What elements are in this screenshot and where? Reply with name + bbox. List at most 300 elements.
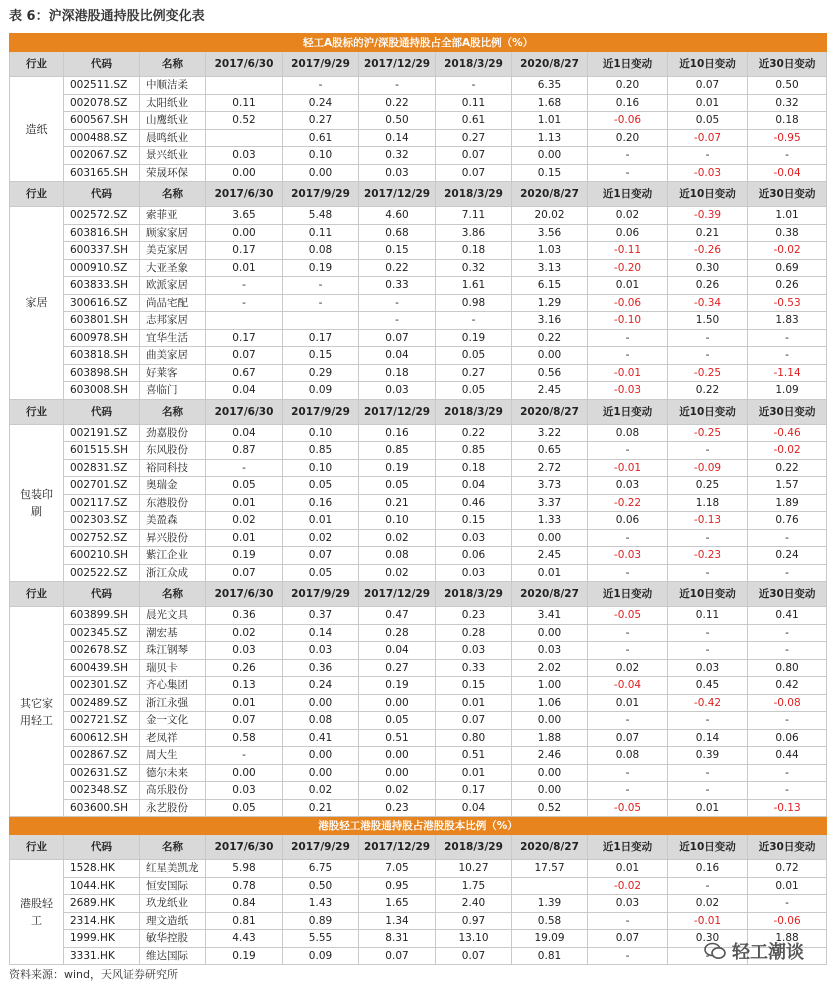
ratio-cell: 0.00 xyxy=(359,694,436,712)
stock-name-cell: 美克家居 xyxy=(140,242,206,260)
ratio-cell: 3.16 xyxy=(512,312,588,330)
ratio-cell: 0.29 xyxy=(283,364,359,382)
ratio-cell: 0.03 xyxy=(436,564,512,582)
ratio-cell: 0.11 xyxy=(206,94,283,112)
change-cell: -0.11 xyxy=(588,242,668,260)
section-banner-row xyxy=(10,34,827,52)
change-cell: 0.06 xyxy=(588,512,668,530)
change-cell: - xyxy=(748,329,827,347)
ratio-cell: 0.27 xyxy=(436,364,512,382)
change-cell: 0.02 xyxy=(588,207,668,225)
column-header: 2018/3/29 xyxy=(436,52,512,77)
ratio-cell: - xyxy=(206,294,283,312)
ratio-cell: 0.00 xyxy=(206,224,283,242)
ratio-cell: 0.00 xyxy=(512,712,588,730)
change-cell: -0.10 xyxy=(588,312,668,330)
ratio-cell: 6.75 xyxy=(283,860,359,878)
column-header: 2017/6/30 xyxy=(206,582,283,607)
ratio-cell: 0.19 xyxy=(283,259,359,277)
stock-code-cell: 002631.SZ xyxy=(64,764,140,782)
change-cell: 0.02 xyxy=(588,659,668,677)
ratio-cell: 0.01 xyxy=(283,512,359,530)
stock-name-cell: 顾家家居 xyxy=(140,224,206,242)
column-header: 2018/3/29 xyxy=(436,835,512,860)
stock-name-cell: 东风股份 xyxy=(140,442,206,460)
stock-name-cell: 裕同科技 xyxy=(140,459,206,477)
stock-code-cell: 600612.SH xyxy=(64,729,140,747)
change-cell: 1.89 xyxy=(748,494,827,512)
ratio-cell: 7.05 xyxy=(359,860,436,878)
change-cell: -0.03 xyxy=(668,164,748,182)
header-row xyxy=(10,835,827,860)
stock-code-cell: 002067.SZ xyxy=(64,147,140,165)
stock-code-cell: 600978.SH xyxy=(64,329,140,347)
wechat-icon xyxy=(704,942,726,960)
change-cell: 0.41 xyxy=(748,607,827,625)
table-row xyxy=(10,529,827,547)
header-row xyxy=(10,399,827,424)
stock-name-cell: 荣晟环保 xyxy=(140,164,206,182)
change-cell: - xyxy=(588,624,668,642)
change-cell: 1.88 xyxy=(748,930,827,948)
stock-name-cell: 理文造纸 xyxy=(140,912,206,930)
change-cell: -0.08 xyxy=(748,694,827,712)
table-row xyxy=(10,712,827,730)
ratio-cell: 0.00 xyxy=(512,782,588,800)
header-row xyxy=(10,52,827,77)
ratio-cell: 0.22 xyxy=(436,424,512,442)
table-row xyxy=(10,277,827,295)
ratio-cell: 0.58 xyxy=(206,729,283,747)
stock-code-cell: 002191.SZ xyxy=(64,424,140,442)
table-row xyxy=(10,512,827,530)
change-cell: - xyxy=(668,712,748,730)
ratio-cell: 0.03 xyxy=(359,382,436,400)
ratio-cell: 1.65 xyxy=(359,895,436,913)
change-cell: 0.01 xyxy=(748,877,827,895)
stock-code-cell: 002721.SZ xyxy=(64,712,140,730)
ratio-cell: 3.86 xyxy=(436,224,512,242)
table-row xyxy=(10,164,827,182)
ratio-cell: 0.07 xyxy=(206,347,283,365)
change-cell: -0.25 xyxy=(668,424,748,442)
ratio-cell: 0.46 xyxy=(436,494,512,512)
change-cell: 0.42 xyxy=(748,677,827,695)
table-row xyxy=(10,494,827,512)
ratio-cell: 0.04 xyxy=(436,477,512,495)
ratio-cell: 0.17 xyxy=(283,329,359,347)
change-cell: 0.01 xyxy=(588,860,668,878)
ratio-cell: 1.01 xyxy=(512,112,588,130)
column-header: 2017/6/30 xyxy=(206,182,283,207)
change-cell: - xyxy=(668,642,748,660)
ratio-cell: - xyxy=(283,77,359,95)
table-row xyxy=(10,799,827,817)
ratio-cell: 0.08 xyxy=(283,242,359,260)
ratio-cell: 0.32 xyxy=(436,259,512,277)
ratio-cell: - xyxy=(436,312,512,330)
ratio-cell: 0.51 xyxy=(359,729,436,747)
change-cell: - xyxy=(748,642,827,660)
ratio-cell: 0.47 xyxy=(359,607,436,625)
ratio-cell: 0.03 xyxy=(359,164,436,182)
change-cell: -0.34 xyxy=(668,294,748,312)
ratio-cell: 0.21 xyxy=(359,494,436,512)
ratio-cell: - xyxy=(206,459,283,477)
change-cell: - xyxy=(588,564,668,582)
stock-code-cell: 002752.SZ xyxy=(64,529,140,547)
ratio-cell: 0.05 xyxy=(359,712,436,730)
table-row xyxy=(10,677,827,695)
ratio-cell: 0.00 xyxy=(283,764,359,782)
ratio-cell: 0.03 xyxy=(206,147,283,165)
column-header: 2017/6/30 xyxy=(206,835,283,860)
change-cell: -0.01 xyxy=(668,912,748,930)
change-cell: 0.11 xyxy=(668,607,748,625)
ratio-cell: 4.60 xyxy=(359,207,436,225)
ratio-cell: 0.51 xyxy=(436,747,512,765)
ratio-cell: 0.16 xyxy=(283,494,359,512)
ratio-cell: 19.09 xyxy=(512,930,588,948)
column-header: 名称 xyxy=(140,835,206,860)
ratio-cell: 3.37 xyxy=(512,494,588,512)
change-cell: - xyxy=(588,642,668,660)
change-cell: - xyxy=(668,877,748,895)
ratio-cell: 0.10 xyxy=(283,424,359,442)
change-cell: 0.22 xyxy=(748,459,827,477)
column-header: 行业 xyxy=(10,582,64,607)
table-row xyxy=(10,112,827,130)
stock-code-cell: 603898.SH xyxy=(64,364,140,382)
ratio-cell: 0.19 xyxy=(436,329,512,347)
stock-name-cell: 昇兴股份 xyxy=(140,529,206,547)
change-cell: - xyxy=(668,347,748,365)
table-row xyxy=(10,242,827,260)
ratio-cell: 0.15 xyxy=(283,347,359,365)
ratio-cell: 0.24 xyxy=(283,94,359,112)
change-cell: - xyxy=(668,442,748,460)
ratio-cell: 0.17 xyxy=(436,782,512,800)
ratio-cell: 1.43 xyxy=(283,895,359,913)
column-header: 2020/8/27 xyxy=(512,582,588,607)
column-header: 2017/9/29 xyxy=(283,835,359,860)
stock-name-cell: 德尔未来 xyxy=(140,764,206,782)
column-header: 2020/8/27 xyxy=(512,52,588,77)
ratio-cell: 0.50 xyxy=(359,112,436,130)
table-row xyxy=(10,364,827,382)
ratio-cell: 0.80 xyxy=(436,729,512,747)
change-cell: -0.06 xyxy=(588,112,668,130)
ratio-cell: 0.00 xyxy=(512,624,588,642)
change-cell: -0.05 xyxy=(588,799,668,817)
column-header: 2017/12/29 xyxy=(359,582,436,607)
change-cell: 0.38 xyxy=(748,224,827,242)
ratio-cell: 0.03 xyxy=(206,782,283,800)
ratio-cell: 0.19 xyxy=(359,677,436,695)
change-cell: -0.05 xyxy=(588,607,668,625)
ratio-cell: 3.56 xyxy=(512,224,588,242)
stock-code-cell: 600567.SH xyxy=(64,112,140,130)
ratio-cell: 0.00 xyxy=(283,747,359,765)
column-header: 2017/12/29 xyxy=(359,835,436,860)
stock-code-cell: 603899.SH xyxy=(64,607,140,625)
ratio-cell: 0.07 xyxy=(436,164,512,182)
ratio-cell: 0.13 xyxy=(206,677,283,695)
ratio-cell: 0.15 xyxy=(359,242,436,260)
stock-name-cell: 太阳纸业 xyxy=(140,94,206,112)
change-cell: 0.20 xyxy=(588,129,668,147)
stock-name-cell: 中顺洁柔 xyxy=(140,77,206,95)
change-cell: 0.26 xyxy=(748,277,827,295)
ratio-cell xyxy=(512,877,588,895)
ratio-cell xyxy=(206,312,283,330)
change-cell: - xyxy=(748,147,827,165)
ratio-cell: 0.00 xyxy=(359,764,436,782)
ratio-cell: 0.67 xyxy=(206,364,283,382)
column-header: 2018/3/29 xyxy=(436,182,512,207)
change-cell: 0.18 xyxy=(748,112,827,130)
ratio-cell: 0.37 xyxy=(283,607,359,625)
ratio-cell: 0.61 xyxy=(436,112,512,130)
change-cell: 0.25 xyxy=(668,477,748,495)
industry-cell: 其它家用轻工 xyxy=(10,607,64,817)
change-cell: 1.83 xyxy=(748,312,827,330)
change-cell: -0.46 xyxy=(748,424,827,442)
column-header: 代码 xyxy=(64,52,140,77)
ratio-cell: 0.03 xyxy=(512,642,588,660)
column-header: 近30日变动 xyxy=(748,52,827,77)
column-header: 名称 xyxy=(140,399,206,424)
change-cell: -0.02 xyxy=(748,442,827,460)
ratio-cell: 0.08 xyxy=(359,547,436,565)
ratio-cell: 13.10 xyxy=(436,930,512,948)
stock-name-cell: 喜临门 xyxy=(140,382,206,400)
stock-code-cell: 600337.SH xyxy=(64,242,140,260)
ratio-cell: 0.11 xyxy=(436,94,512,112)
ratio-cell: 0.00 xyxy=(512,147,588,165)
ratio-cell: 2.46 xyxy=(512,747,588,765)
change-cell: 0.72 xyxy=(748,860,827,878)
stock-name-cell: 尚品宅配 xyxy=(140,294,206,312)
column-header: 2017/12/29 xyxy=(359,182,436,207)
ratio-cell: 0.89 xyxy=(283,912,359,930)
header-row xyxy=(10,582,827,607)
ratio-cell: 0.33 xyxy=(359,277,436,295)
ratio-cell: 0.52 xyxy=(206,112,283,130)
ratio-cell xyxy=(206,77,283,95)
ratio-cell: 5.48 xyxy=(283,207,359,225)
ratio-cell: 0.23 xyxy=(359,799,436,817)
stock-name-cell: 奥瑞金 xyxy=(140,477,206,495)
column-header: 2017/9/29 xyxy=(283,52,359,77)
stock-name-cell: 紫江企业 xyxy=(140,547,206,565)
stock-code-cell: 002303.SZ xyxy=(64,512,140,530)
change-cell: - xyxy=(588,712,668,730)
ratio-cell: 0.05 xyxy=(206,477,283,495)
ratio-cell: 0.22 xyxy=(359,94,436,112)
ratio-cell: 0.17 xyxy=(206,329,283,347)
change-cell: 0.22 xyxy=(668,382,748,400)
change-cell: -0.26 xyxy=(668,242,748,260)
ratio-cell: 0.85 xyxy=(359,442,436,460)
ratio-cell: 1.33 xyxy=(512,512,588,530)
ratio-cell: 0.07 xyxy=(359,947,436,965)
ratio-cell: 0.00 xyxy=(512,347,588,365)
change-cell: - xyxy=(668,782,748,800)
stock-name-cell: 景兴纸业 xyxy=(140,147,206,165)
stock-code-cell: 1044.HK xyxy=(64,877,140,895)
ratio-cell: 0.01 xyxy=(206,529,283,547)
ratio-cell: 0.07 xyxy=(436,947,512,965)
change-cell: - xyxy=(668,147,748,165)
ratio-cell: 0.02 xyxy=(359,782,436,800)
column-header: 2017/9/29 xyxy=(283,399,359,424)
stock-code-cell: 002345.SZ xyxy=(64,624,140,642)
stock-name-cell: 山鹰纸业 xyxy=(140,112,206,130)
ratio-cell: - xyxy=(436,77,512,95)
ratio-cell: 0.01 xyxy=(512,564,588,582)
ratio-cell: 2.40 xyxy=(436,895,512,913)
change-cell: -0.06 xyxy=(588,294,668,312)
column-header: 2020/8/27 xyxy=(512,182,588,207)
change-cell: - xyxy=(748,764,827,782)
column-header: 近30日变动 xyxy=(748,182,827,207)
column-header: 2020/8/27 xyxy=(512,399,588,424)
column-header: 近10日变动 xyxy=(668,835,748,860)
column-header: 2017/12/29 xyxy=(359,399,436,424)
column-header: 近30日变动 xyxy=(748,835,827,860)
ratio-cell: 0.28 xyxy=(436,624,512,642)
ratio-cell: 2.72 xyxy=(512,459,588,477)
ratio-cell: 0.32 xyxy=(359,147,436,165)
stock-name-cell: 东港股份 xyxy=(140,494,206,512)
change-cell: - xyxy=(668,947,748,965)
change-cell: - xyxy=(748,347,827,365)
change-cell: 0.07 xyxy=(668,77,748,95)
table-row xyxy=(10,607,827,625)
table-row xyxy=(10,747,827,765)
stock-code-cell: 000910.SZ xyxy=(64,259,140,277)
change-cell: - xyxy=(588,529,668,547)
watermark xyxy=(704,938,804,964)
change-cell: - xyxy=(588,947,668,965)
ratio-cell: 0.11 xyxy=(283,224,359,242)
ratio-cell: 0.01 xyxy=(436,764,512,782)
change-cell: 0.01 xyxy=(588,694,668,712)
ratio-cell: 0.87 xyxy=(206,442,283,460)
change-cell: -0.53 xyxy=(748,294,827,312)
change-cell: -0.04 xyxy=(748,164,827,182)
ratio-cell: - xyxy=(283,294,359,312)
column-header: 行业 xyxy=(10,399,64,424)
stock-name-cell: 浙江众成 xyxy=(140,564,206,582)
change-cell: -0.04 xyxy=(588,677,668,695)
column-header: 代码 xyxy=(64,399,140,424)
column-header: 2017/6/30 xyxy=(206,52,283,77)
industry-cell: 家居 xyxy=(10,207,64,400)
stock-code-cell: 002522.SZ xyxy=(64,564,140,582)
stock-code-cell: 603816.SH xyxy=(64,224,140,242)
ratio-cell: 0.02 xyxy=(283,782,359,800)
ratio-cell: 1.13 xyxy=(512,129,588,147)
change-cell: - xyxy=(668,764,748,782)
stock-code-cell: 3331.HK xyxy=(64,947,140,965)
change-cell: - xyxy=(588,442,668,460)
table-row xyxy=(10,347,827,365)
ratio-cell: 0.15 xyxy=(436,512,512,530)
ratio-cell: - xyxy=(283,277,359,295)
stock-name-cell: 欧派家居 xyxy=(140,277,206,295)
stock-code-cell: 002867.SZ xyxy=(64,747,140,765)
column-header: 名称 xyxy=(140,52,206,77)
stock-name-cell: 晨光文具 xyxy=(140,607,206,625)
ratio-cell: 0.21 xyxy=(283,799,359,817)
ratio-cell: 1.61 xyxy=(436,277,512,295)
column-header: 名称 xyxy=(140,182,206,207)
change-cell: - xyxy=(588,147,668,165)
column-header: 代码 xyxy=(64,835,140,860)
change-cell: 0.03 xyxy=(668,659,748,677)
change-cell: -0.03 xyxy=(588,382,668,400)
change-cell: -0.01 xyxy=(588,364,668,382)
column-header: 2018/3/29 xyxy=(436,582,512,607)
column-header: 2017/9/29 xyxy=(283,582,359,607)
table-row xyxy=(10,224,827,242)
header-row xyxy=(10,182,827,207)
change-cell: - xyxy=(748,712,827,730)
ratio-cell: 0.14 xyxy=(283,624,359,642)
ratio-cell: 0.33 xyxy=(436,659,512,677)
ratio-cell: 1.34 xyxy=(359,912,436,930)
change-cell: - xyxy=(748,895,827,913)
ratio-cell: 0.19 xyxy=(359,459,436,477)
column-header: 近30日变动 xyxy=(748,582,827,607)
stock-code-cell: 002117.SZ xyxy=(64,494,140,512)
ratio-cell: 0.18 xyxy=(436,459,512,477)
change-cell: 0.03 xyxy=(588,477,668,495)
stock-name-cell: 维达国际 xyxy=(140,947,206,965)
change-cell: 1.01 xyxy=(748,207,827,225)
ratio-cell: 0.18 xyxy=(436,242,512,260)
stock-name-cell: 索菲亚 xyxy=(140,207,206,225)
table-row xyxy=(10,329,827,347)
table-row xyxy=(10,129,827,147)
ratio-cell: 0.00 xyxy=(359,747,436,765)
ratio-cell: 0.05 xyxy=(436,347,512,365)
table-row xyxy=(10,895,827,913)
change-cell: 0.32 xyxy=(748,94,827,112)
table-row xyxy=(10,729,827,747)
ratio-cell: 0.10 xyxy=(283,459,359,477)
column-header: 行业 xyxy=(10,182,64,207)
stock-code-cell: 002489.SZ xyxy=(64,694,140,712)
stock-code-cell: 603165.SH xyxy=(64,164,140,182)
change-cell: 0.16 xyxy=(668,860,748,878)
change-cell: -0.06 xyxy=(748,912,827,930)
change-cell: 0.69 xyxy=(748,259,827,277)
stock-name-cell: 敏华控股 xyxy=(140,930,206,948)
ratio-cell: 0.22 xyxy=(512,329,588,347)
column-header: 近1日变动 xyxy=(588,52,668,77)
ratio-cell: 0.07 xyxy=(359,329,436,347)
column-header: 2020/8/27 xyxy=(512,835,588,860)
stock-name-cell: 大亚圣象 xyxy=(140,259,206,277)
column-header: 行业 xyxy=(10,835,64,860)
column-header: 近1日变动 xyxy=(588,182,668,207)
ratio-cell: 0.19 xyxy=(206,947,283,965)
table-row xyxy=(10,459,827,477)
column-header: 代码 xyxy=(64,182,140,207)
